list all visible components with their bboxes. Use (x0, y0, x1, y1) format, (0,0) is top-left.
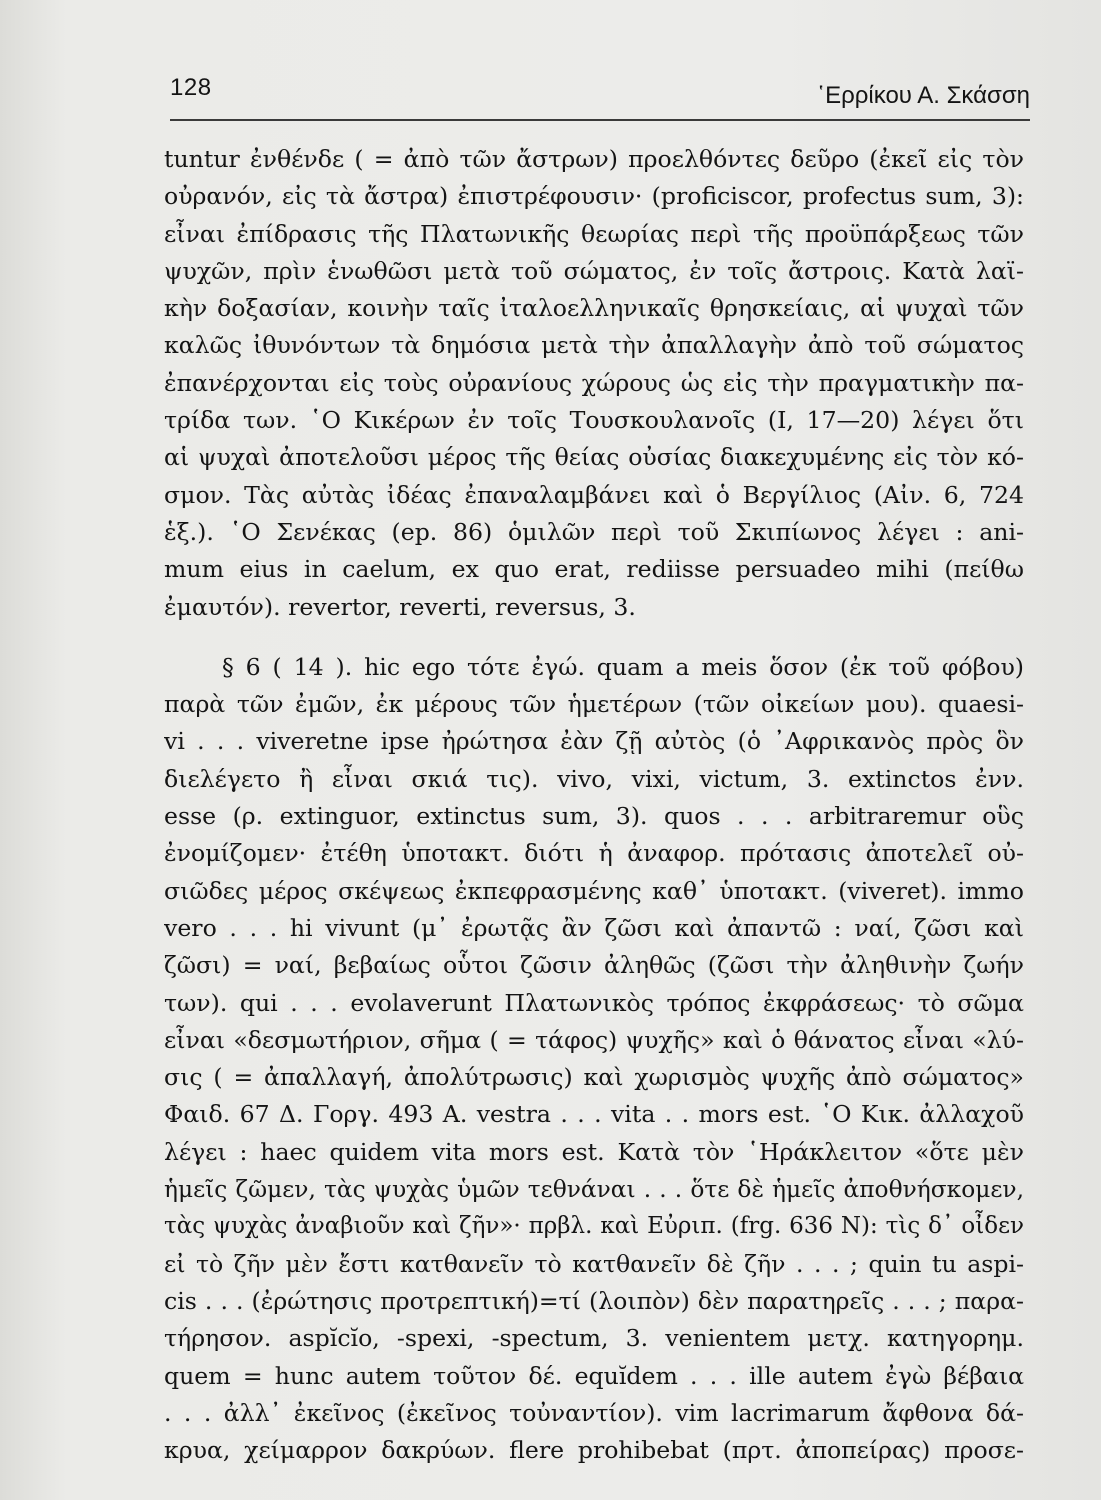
text-line: αἱ ψυχαὶ ἀποτελοῦσι μέρος τῆς θείας οὐσίας διακεχυμένης εἰς τὸν κό- (164, 443, 1024, 472)
text-line: καλῶς ἰθυνόντων τὰ δημόσια μετὰ τὴν ἀπαλλαγὴν ἀπὸ τοῦ σώματος (164, 331, 1024, 360)
text-line: τρίδα των. ῾Ο Κικέρων ἐν τοῖς Τουσκουλανοῖς (Ι, 17—20) λέγει ὅτι (164, 406, 1024, 435)
text-line: ἐνομίζομεν· ἐτέθη ὑποτακτ. διότι ἡ ἀναφορ. πρότασις ἀποτελεῖ οὐ- (164, 839, 1024, 868)
text-line: σις ( = ἀπαλλαγή, ἀπολύτρωσις) καὶ χωρισμὸς ψυχῆς ἀπὸ σώματος» (164, 1063, 1024, 1092)
text-line: ψυχῶν, πρὶν ἑνωθῶσι μετὰ τοῦ σώματος, ἐν τοῖς ἄστροις. Κατὰ λαϊ- (164, 256, 1024, 285)
text-line: ἡμεῖς ζῶμεν, τὰς ψυχὰς ὑμῶν τεθνάναι . . . ὅτε δὲ ἡμεῖς ἀποθνήσκομεν, (164, 1176, 1024, 1204)
text-line: ζῶσι) = ναί, βεβαίως οὗτοι ζῶσιν ἀληθῶς (ζῶσι τὴν ἀληθινὴν ζωήν (164, 951, 1024, 980)
text-line: ἐμαυτόν). revertor, reverti, reversus, 3. (164, 592, 636, 621)
page-header (170, 70, 1030, 120)
paragraph-2 (164, 649, 1024, 1470)
text-line: vi . . . viveretne ipse ἠρώτησα ἐὰν ζῇ αὐτὸς (ὁ ᾿Αφρικανὸς πρὸς ὃν (164, 727, 1024, 756)
text-line: λέγει : haec quidem vita mors est. Κατὰ τὸν ῾Ηράκλειτον «ὅτε μὲν (164, 1137, 1024, 1166)
text-line: Φαιδ. 67 Δ. Γοργ. 493 Α. vestra . . . vita . . mors est. ῾Ο Κικ. ἀλλαχοῦ (164, 1100, 1024, 1129)
paragraph-gap (164, 626, 1024, 649)
text-line: παρὰ τῶν ἐμῶν, ἐκ μέρους τῶν ἡμετέρων (τῶν οἰκείων μου). quaesi- (164, 690, 1024, 719)
text-line: κρυα, χείμαρρον δακρύων. flere prohibebat (πρτ. ἀποπείρας) προσε- (164, 1436, 1024, 1465)
text-line: cis . . . (ἐρώτησις προτρεπτική)=τί (λοιπὸν) δὲν παρατηρεῖς . . . ; παρα- (164, 1286, 1024, 1315)
text-line: ἑξ.). ῾Ο Σενέκας (ep. 86) ὁμιλῶν περὶ τοῦ Σκιπίωνος λέγει : ani- (164, 517, 1024, 546)
text-line: ἐπανέρχονται εἰς τοὺς οὐρανίους χώρους ὡς εἰς τὴν πραγματικὴν πα- (164, 368, 1024, 397)
text-line: εἶναι ἐπίδρασις τῆς Πλατωνικῆς θεωρίας περὶ τῆς προϋπάρξεως τῶν (164, 219, 1024, 248)
text-line: σιῶδες μέρος σκέψεως ἐκπεφρασμένης καθ᾿ ὑποτακτ. (viveret). immo (164, 876, 1024, 905)
text-line: διελέγετο ἢ εἶναι σκιά τις). vivo, vixi, victum, 3. extinctos ἐνν. (164, 764, 1024, 793)
text-line: κὴν δοξασίαν, κοινὴν ταῖς ἰταλοελληνικαῖς θρησκείαις, αἱ ψυχαὶ τῶν (164, 294, 1024, 323)
text-line: vero . . . hi vivunt (μ᾿ ἐρωτᾷς ἂν ζῶσι καὶ ἀπαντῶ : ναί, ζῶσι καὶ (164, 913, 1024, 942)
paragraph-1 (164, 141, 1024, 626)
text-line: quem = hunc autem τοῦτον δέ. equĭdem . . . ille autem ἐγὼ βέβαια (164, 1361, 1024, 1390)
text-line: εἰ τὸ ζῆν μὲν ἔστι κατθανεῖν τὸ κατθανεῖν δὲ ζῆν . . . ; quin tu aspi- (164, 1249, 1024, 1278)
text-line: esse (ρ. extinguor, extinctus sum, 3). quos . . . arbitraremur οὓς (164, 802, 1024, 831)
body-text (164, 141, 1024, 1469)
text-line: τὰς ψυχὰς ἀναβιοῦν καὶ ζῆν»· πρβλ. καὶ Εὐριπ. (frg. 636 N): τὶς δ᾿ οἶδεν (164, 1213, 1024, 1240)
page-number: 128 (170, 74, 212, 101)
text-line: οὐρανόν, εἰς τὰ ἄστρα) ἐπιστρέφουσιν· (proficiscor, profectus sum, 3): (164, 182, 1024, 211)
text-line: tuntur ἐνθένδε ( = ἀπὸ τῶν ἄστρων) προελθόντες δεῦρο (ἐκεῖ εἰς τὸν (164, 145, 1024, 173)
text-line: mum eius in caelum, ex quo erat, rediisse persuadeo mihi (πείθω (164, 555, 1024, 584)
text-line: των). qui . . . evolaverunt Πλατωνικὸς τρόπος ἐκφράσεως· τὸ σῶμα (164, 988, 1024, 1017)
header-rule (170, 119, 1030, 121)
text-line: § 6 ( 14 ). hic ego τότε ἐγώ. quam a meis ὅσον (ἐκ τοῦ φόβου) (222, 652, 1024, 681)
text-line: εἶναι «δεσμωτήριον, σῆμα ( = τάφος) ψυχῆς» καὶ ὁ θάνατος εἶναι «λύ- (164, 1025, 1024, 1054)
text-line: σμον. Τὰς αὐτὰς ἰδέας ἐπαναλαμβάνει καὶ ὁ Βεργίλιος (Αἰν. 6, 724 (164, 480, 1024, 509)
text-line: τήρησον. aspĭcĭo, -spexi, -spectum, 3. venientem μετχ. κατηγορημ. (164, 1324, 1024, 1353)
text-line: . . . ἀλλ᾿ ἐκεῖνος (ἐκεῖνος τοὐναντίον). vim lacrimarum ἄφθονα δά- (164, 1398, 1024, 1427)
running-head: ῾Ερρίκου Α. Σκάσση (817, 82, 1030, 109)
